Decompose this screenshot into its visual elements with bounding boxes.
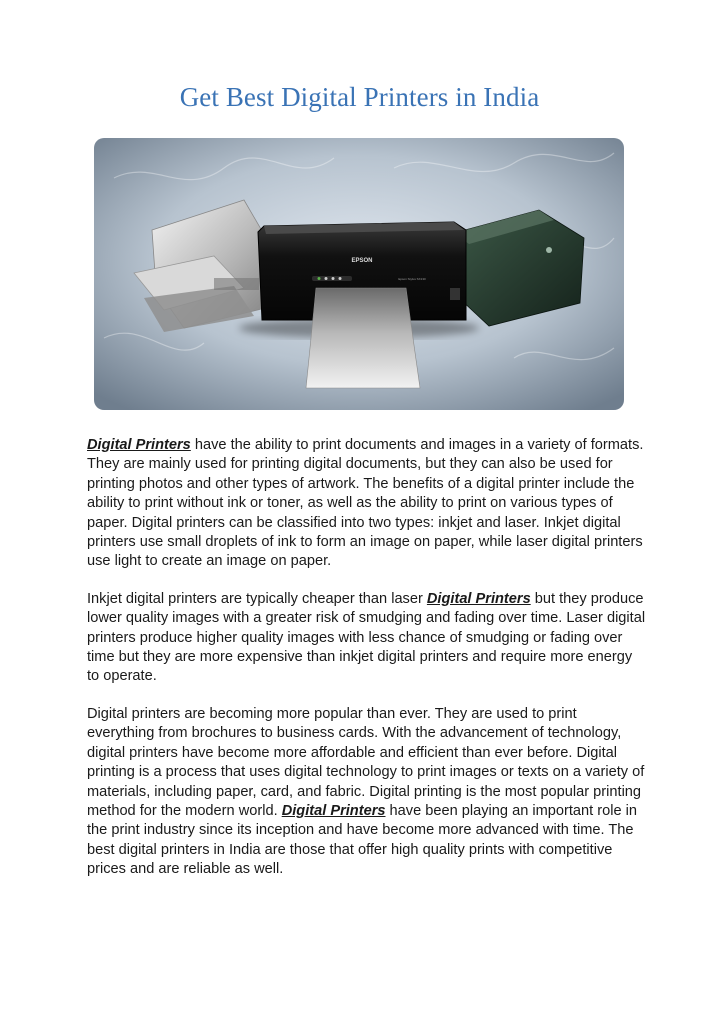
digital-printers-link[interactable]: Digital Printers: [281, 802, 386, 819]
page-title: Get Best Digital Printers in India: [179, 82, 540, 112]
printers-photo: [94, 138, 624, 410]
article-body: [87, 436, 647, 898]
paragraph-2: Inkjet digital printers are typically cheaper than laser Digital Printers but they produce lower quality images with a greater risk of smudging and fading over time. Laser digital printers produce higher quality images with less chance of smudging or fading over time but they are more expensive than inkjet digital printers and require more energy to operate.: [87, 590, 646, 685]
paragraph-3: Digital printers are becoming more popular than ever. They are used to print everything from brochures to business cards. With the advancement of technology, digital printers have become more affordable and efficient than ever before. Digital printing is a process that uses digital technology to print images or texts on a variety of materials, including paper, card, and fabric. Digital printing is the most popular printing method for the modern world. Digital Printers have been playing an important role in the print industry since its inception and have become more advanced with time. The best digital printers in India are those that offer high quality prints with competitive prices and are reliable as well.: [87, 705, 645, 878]
epson-logo: EPSON: [351, 258, 373, 264]
paper-output: [306, 288, 420, 388]
paragraph-1: Digital Printers have the ability to print documents and images in a variety of formats. They are mainly used for printing digital documents, but they can also be used for printing photos and other types of artwork. The benefits of a digital printer include the ability to print without ink or toner, as well as the ability to print on various types of paper. Digital printers can be classified into two types: inkjet and laser. Inkjet digital printers use small droplets of ink to form an image on paper, while laser digital printers use light to create an image on paper.: [87, 437, 644, 570]
model-label: Epson Stylus SX130: [398, 277, 426, 281]
digital-printers-link[interactable]: Digital Printers: [87, 437, 191, 453]
digital-printers-link[interactable]: Digital Printers: [426, 590, 531, 607]
